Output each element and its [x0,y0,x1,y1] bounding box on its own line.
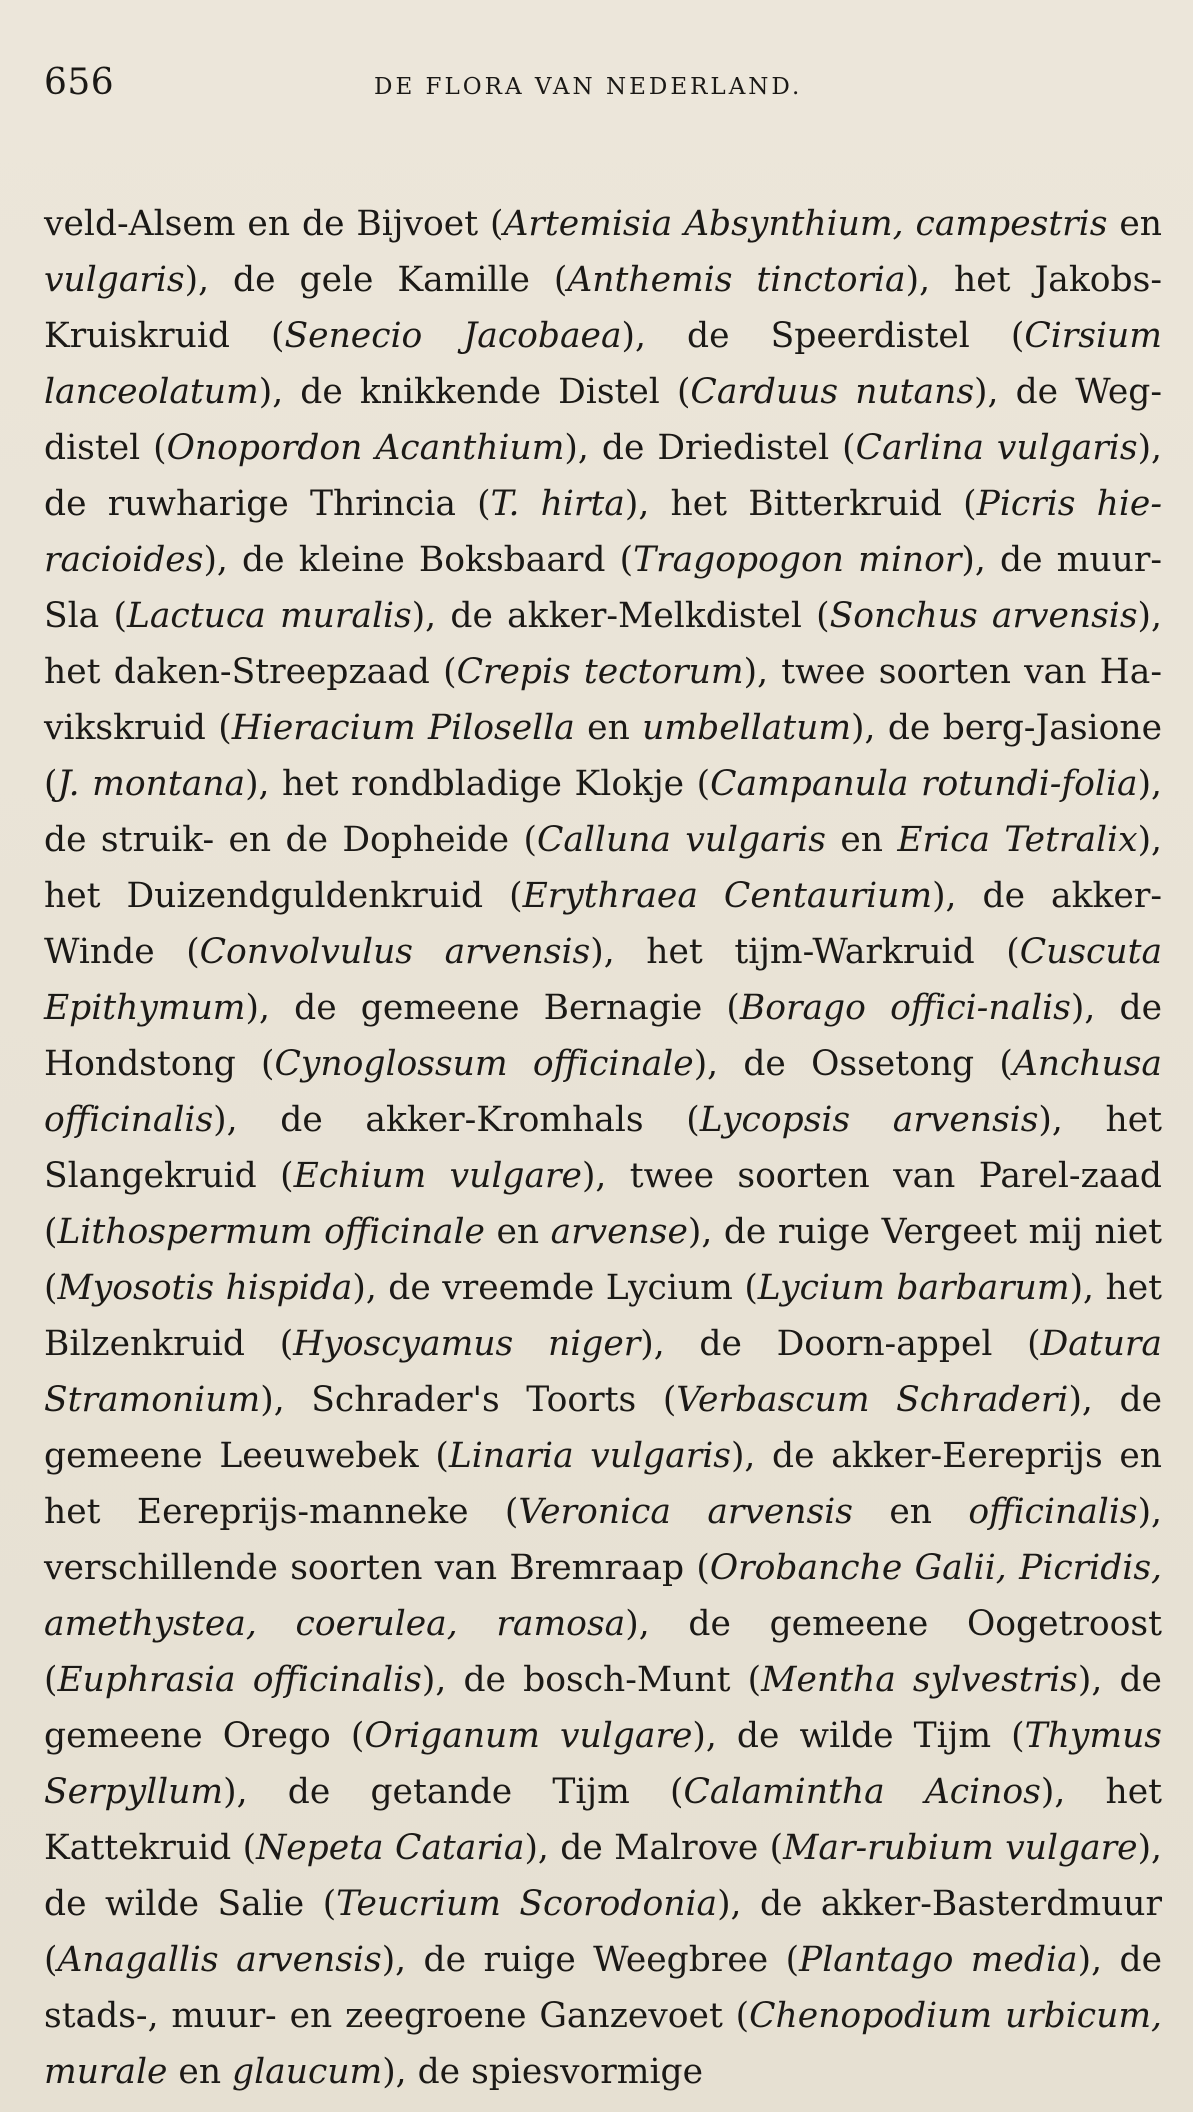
common-text: ), de struik- en de Dopheide ( [44,764,1163,860]
species-name: Onopordon Acanthium [166,428,565,468]
species-name: Nepeta Cataria [256,1828,525,1868]
species-name: arvense [550,1212,688,1252]
common-text: en [484,1212,551,1252]
common-text: ), de akker-Kromhals ( [213,1100,700,1140]
species-name: Cynoglossum officinale [274,1044,694,1084]
common-text: ), de akker-Basterdmuur ( [44,1884,1163,1980]
common-text: ), de kleine Boksbaard ( [203,540,634,580]
common-text: en [825,820,898,860]
species-name: Picris hie-racioides [44,484,1162,580]
species-name: Thymus Serpyllum [44,1716,1163,1812]
common-text: ), de Doorn-appel ( [640,1324,1041,1364]
common-text: ), de wilde Salie ( [44,1828,1162,1924]
species-name: Erica Tetralix [897,820,1138,860]
species-name: Anagallis arvensis [57,1940,382,1980]
common-text: ), het Jakobs-Kruiskruid ( [44,260,1162,356]
common-text: ), de spiesvormige [382,2052,704,2092]
common-text: ), verschillende soorten van Bremraap ( [44,1492,1162,1588]
species-name: Mar-rubium vulgare [783,1828,1138,1868]
common-text: ), het daken-Streepzaad ( [44,596,1162,692]
species-name: Hieracium Pilosella [231,708,575,748]
species-name: Anchusa officinalis [44,1044,1162,1140]
species-name: vulgaris [44,260,185,300]
species-name: Anthemis tinctoria [567,260,906,300]
species-name: Carlina vulgaris [855,428,1138,468]
species-name: Euphrasia officinalis [57,1660,422,1700]
species-name: Cirsium lanceolatum [44,316,1162,412]
species-name: Linaria vulgaris [448,1436,731,1476]
species-name: J. montana [57,764,246,804]
running-title: DE FLORA VAN NEDERLAND. [374,74,803,100]
species-name: Carduus nutans [690,372,975,412]
common-text: ), de berg-Jasione ( [44,708,1162,804]
species-name: Chenopodium urbicum, murale [44,1996,1163,2092]
common-text: ), de ruwharige Thrincia ( [44,428,1162,524]
species-name: Tragopogon minor [633,540,962,580]
common-text: ), twee soorten van Ha-vikskruid ( [44,652,1162,748]
common-text: ), het Slangekruid ( [44,1100,1162,1196]
common-text: ), de ruige Weegbree ( [381,1940,800,1980]
species-name: Veronica arvensis [518,1492,853,1532]
common-text: ), de gemeene Oogetroost ( [44,1604,1162,1700]
species-name: Borago offici-nalis [739,988,1071,1028]
common-text: ), twee soorten van Parel-zaad ( [44,1156,1162,1252]
common-text: ), het rondbladige Klokje ( [245,764,711,804]
common-text: ), de muur-Sla ( [44,540,1162,636]
species-name: Mentha sylvestris [761,1660,1078,1700]
species-name: Datura Stramonium [44,1324,1162,1420]
common-text: ), de Ossetong ( [693,1044,1013,1084]
common-text: ), de gemeene Orego ( [44,1660,1162,1756]
common-text: en [1107,204,1162,244]
species-name: Lycium barbarum [757,1268,1070,1308]
common-text: ), het Bitterkruid ( [624,484,977,524]
species-name: Echium vulgare [293,1156,582,1196]
species-name: Lycopsis arvensis [699,1100,1039,1140]
common-text: ), de knikkende Distel ( [258,372,691,412]
species-name: Lithospermum officinale [57,1212,485,1252]
species-name: Orobanche Galii, Picridis, amethystea, coerulea, ramosa [44,1548,1162,1644]
species-name: Lactuca muralis [126,596,412,636]
common-text: ), de gele Kamille ( [184,260,568,300]
common-text: ), het Bilzenkruid ( [44,1268,1163,1364]
common-text: en [167,2052,233,2092]
common-text: ), de ruige Vergeet mij niet ( [44,1212,1162,1308]
species-name: Calluna vulgaris [536,820,826,860]
page-number: 656 [44,62,115,103]
page-header [44,62,1163,122]
common-text: ), het Duizendguldenkruid ( [44,820,1162,916]
common-text: ), de akker-Winde ( [44,876,1162,972]
common-text: ), de bosch-Munt ( [421,1660,762,1700]
body-paragraph [44,196,1162,2100]
species-name: umbellatum [642,708,852,748]
species-name: Calamintha Acinos [683,1772,1041,1812]
common-text: en [852,1492,969,1532]
species-name: Campanula rotundi-folia [710,764,1138,804]
common-text: ), het Kattekruid ( [44,1772,1162,1868]
common-text: ), de Weg-distel ( [44,372,1163,468]
common-text: en [574,708,643,748]
common-text: ), de Malrove ( [524,1828,784,1868]
species-name: Teucrium Scorodonia [336,1884,718,1924]
species-name: Plantago media [799,1940,1078,1980]
species-name: Sonchus arvensis [829,596,1138,636]
common-text: ), de vreemde Lycium ( [352,1268,758,1308]
species-name: Artemisia Absynthium, campestris [503,204,1108,244]
species-name: Cuscuta Epithymum [44,932,1163,1028]
common-text: ), de gemeene Bernagie ( [245,988,740,1028]
species-name: T. hirta [490,484,625,524]
common-text: ), de akker-Eereprijs en het Eereprijs-manneke ( [44,1436,1163,1532]
species-name: officinalis [968,1492,1138,1532]
species-name: Hyoscyamus niger [293,1324,641,1364]
common-text: ), de akker-Melkdistel ( [411,596,830,636]
common-text: ), de stads-, muur- en zeegroene Ganzevoet ( [44,1940,1162,2036]
common-text: ), het tijm-Warkruid ( [590,932,1020,972]
species-name: Origanum vulgare [364,1716,693,1756]
common-text: ), de wilde Tijm ( [692,1716,1025,1756]
species-name: Convolvulus arvensis [199,932,591,972]
species-name: Verbascum Schraderi [676,1380,1069,1420]
species-name: Myosotis hispida [57,1268,353,1308]
common-text: ), de gemeene Leeuwebek ( [44,1380,1162,1476]
species-name: glaucum [232,2052,383,2092]
species-name: Crepis tectorum [456,652,744,692]
species-name: Erythraea Centaurium [522,876,933,916]
common-text: ), Schrader's Toorts ( [260,1380,677,1420]
common-text: ), de getande Tijm ( [223,1772,684,1812]
common-text: ), de Hondstong ( [44,988,1162,1084]
species-name: Senecio Jacobaea [284,316,622,356]
common-text: veld-Alsem en de Bijvoet ( [44,204,504,244]
common-text: ), de Speerdistel ( [621,316,1025,356]
common-text: ), de Driedistel ( [564,428,856,468]
